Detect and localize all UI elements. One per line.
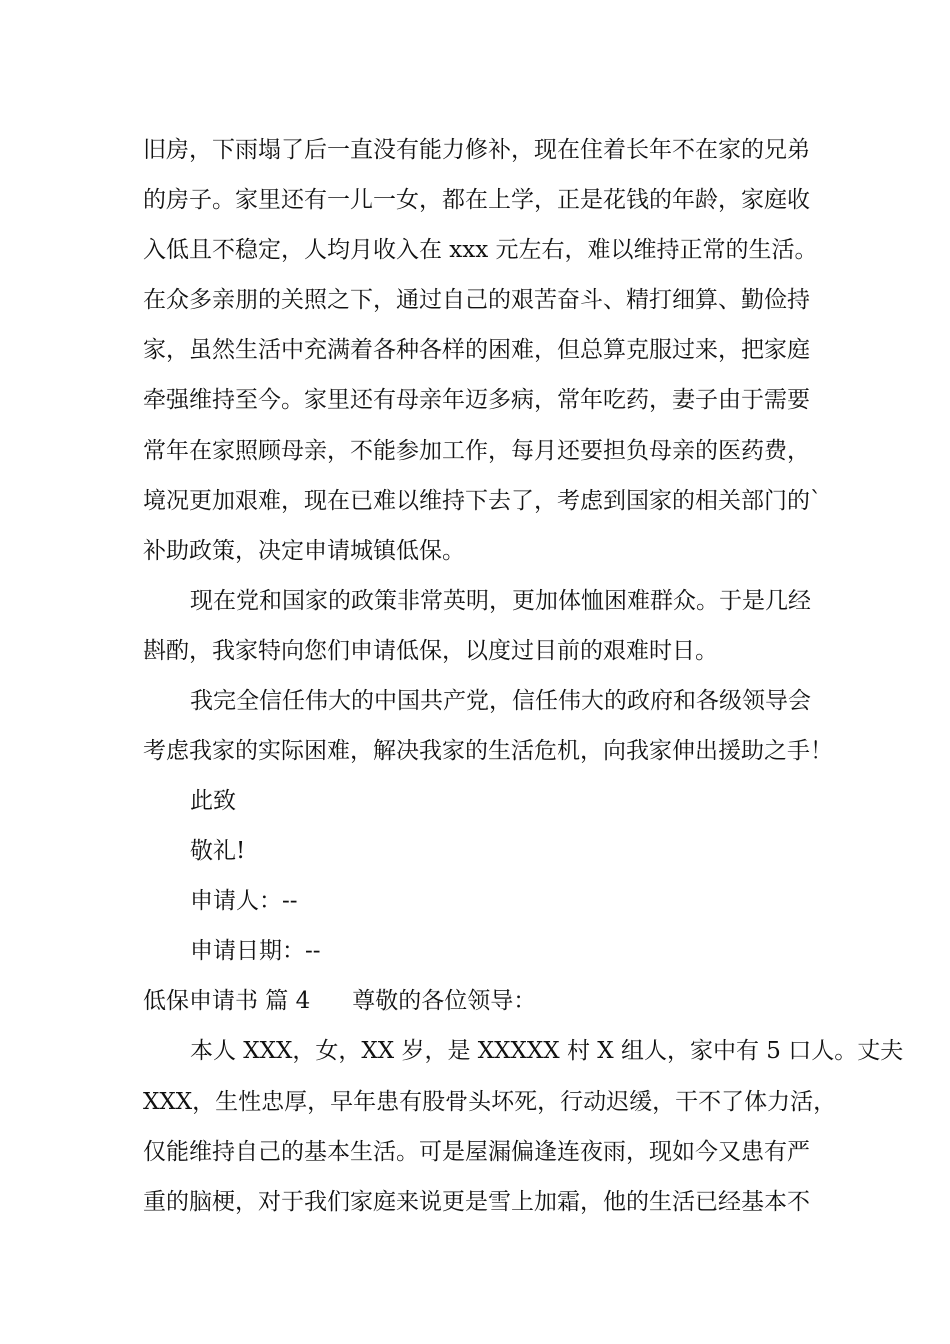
text-span: 旧房，下雨塌了后一直没有能力修补，现在住着长年不在家的兄弟 (143, 137, 810, 163)
text-span: 斟酌，我家特向您们申请低保，以度过目前的艰难时日。 (143, 638, 718, 664)
paragraph-first-line (190, 586, 950, 616)
text-line (143, 235, 950, 265)
text-line (143, 335, 950, 365)
text-span: 家，虽然生活中充满着各种各样的困难，但总算克服过来，把家庭 (143, 337, 810, 363)
text-line (143, 185, 950, 215)
paragraph-first-line (190, 686, 950, 716)
text-span: 敬礼! (190, 838, 246, 864)
text-line (143, 636, 950, 666)
text-span: 我完全信任伟大的中国共产党，信任伟大的政府和各级领导会 (190, 688, 811, 714)
text-span: 常年在家照顾母亲，不能参加工作，每月还要担负母亲的医药费， (143, 438, 810, 464)
text-span: 的房子。家里还有一儿一女，都在上学，正是花钱的年龄，家庭收 (143, 187, 810, 213)
text-span: 补助政策，决定申请城镇低保。 (143, 538, 465, 564)
text-line (143, 285, 950, 315)
closing-regards (190, 836, 950, 866)
text-line (143, 1187, 950, 1217)
text-span: 此致 (190, 788, 236, 814)
text-span: 仅能维持自己的基本生活。可是屋漏偏逢连夜雨，现如今又患有严 (143, 1139, 810, 1165)
text-span: 申请人：-- (190, 888, 298, 914)
text-line (143, 385, 950, 415)
application-date-line (190, 936, 950, 966)
text-line (143, 135, 950, 165)
paragraph-first-line (190, 1036, 950, 1066)
text-line (143, 1137, 950, 1167)
text-span: XXX，生性忠厚，早年患有股骨头坏死，行动迟缓，干不了体力活， (143, 1089, 837, 1115)
text-span: 入低且不稳定，人均月收入在 xxx 元左右，难以维持正常的生活。 (143, 237, 818, 263)
applicant-line (190, 886, 950, 916)
text-span: 考虑我家的实际困难，解决我家的生活危机，向我家伸出援助之手！ (143, 738, 833, 764)
section-title: 低保申请书 篇 4 (143, 988, 311, 1014)
text-line (143, 486, 950, 516)
closing-salutation (190, 786, 950, 816)
text-line (143, 736, 950, 766)
text-span: 申请日期：-- (190, 938, 321, 964)
text-span: 本人 XXX，女，XX 岁，是 XXXXX 村 X 组人，家中有 5 口人。丈夫 (190, 1038, 904, 1064)
text-line (143, 1087, 950, 1117)
text-span: 境况更加艰难，现在已难以维持下去了，考虑到国家的相关部门的` (143, 488, 822, 514)
letter-greeting: 尊敬的各位领导： (352, 988, 537, 1014)
text-span: 重的脑梗，对于我们家庭来说更是雪上加霜，他的生活已经基本不 (143, 1189, 810, 1215)
text-span: 牵强维持至今。家里还有母亲年迈多病，常年吃药，妻子由于需要 (143, 387, 810, 413)
text-span: 现在党和国家的政策非常英明，更加体恤困难群众。于是几经 (190, 588, 811, 614)
text-line (143, 436, 950, 466)
section-heading-line (143, 986, 950, 1016)
text-span: 在众多亲朋的关照之下，通过自己的艰苦奋斗、精打细算、勤俭持 (143, 287, 810, 313)
text-line (143, 536, 950, 566)
